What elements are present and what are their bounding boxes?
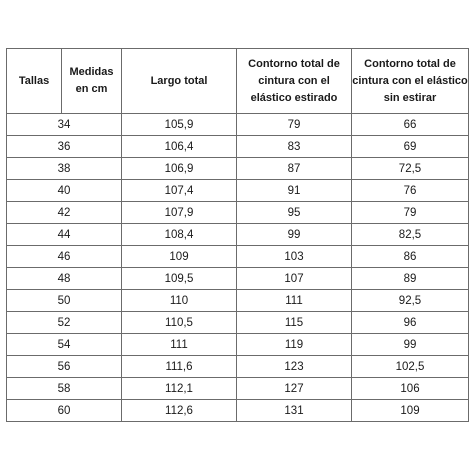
cell-cintura-estirado: 115 bbox=[237, 312, 352, 334]
cell-cintura-estirado: 95 bbox=[237, 202, 352, 224]
cell-largo-total: 112,6 bbox=[122, 400, 237, 422]
cell-cintura-sin-estirar: 102,5 bbox=[352, 356, 469, 378]
cell-talla: 48 bbox=[7, 268, 122, 290]
header-cintura-sin-estirar: Contorno total de cintura con el elástico sin estirar bbox=[352, 49, 469, 114]
cell-talla: 42 bbox=[7, 202, 122, 224]
cell-cintura-estirado: 127 bbox=[237, 378, 352, 400]
cell-largo-total: 110 bbox=[122, 290, 237, 312]
cell-talla: 50 bbox=[7, 290, 122, 312]
cell-cintura-sin-estirar: 99 bbox=[352, 334, 469, 356]
table-row bbox=[7, 268, 469, 290]
cell-largo-total: 106,9 bbox=[122, 158, 237, 180]
cell-largo-total: 107,9 bbox=[122, 202, 237, 224]
cell-talla: 44 bbox=[7, 224, 122, 246]
cell-largo-total: 107,4 bbox=[122, 180, 237, 202]
cell-talla: 56 bbox=[7, 356, 122, 378]
cell-cintura-sin-estirar: 109 bbox=[352, 400, 469, 422]
table-row bbox=[7, 246, 469, 268]
cell-cintura-estirado: 123 bbox=[237, 356, 352, 378]
cell-cintura-sin-estirar: 76 bbox=[352, 180, 469, 202]
cell-largo-total: 109 bbox=[122, 246, 237, 268]
cell-cintura-sin-estirar: 92,5 bbox=[352, 290, 469, 312]
cell-cintura-estirado: 99 bbox=[237, 224, 352, 246]
table-row bbox=[7, 312, 469, 334]
table-row bbox=[7, 378, 469, 400]
size-chart-table bbox=[6, 48, 469, 422]
cell-talla: 36 bbox=[7, 136, 122, 158]
cell-largo-total: 111,6 bbox=[122, 356, 237, 378]
cell-cintura-estirado: 119 bbox=[237, 334, 352, 356]
table-row bbox=[7, 114, 469, 136]
header-medidas: Medidas en cm bbox=[62, 49, 122, 114]
cell-cintura-estirado: 103 bbox=[237, 246, 352, 268]
cell-cintura-estirado: 83 bbox=[237, 136, 352, 158]
cell-talla: 60 bbox=[7, 400, 122, 422]
cell-cintura-estirado: 91 bbox=[237, 180, 352, 202]
table-row bbox=[7, 356, 469, 378]
cell-cintura-sin-estirar: 79 bbox=[352, 202, 469, 224]
cell-cintura-sin-estirar: 86 bbox=[352, 246, 469, 268]
cell-largo-total: 109,5 bbox=[122, 268, 237, 290]
table-row bbox=[7, 202, 469, 224]
cell-cintura-sin-estirar: 66 bbox=[352, 114, 469, 136]
cell-cintura-sin-estirar: 89 bbox=[352, 268, 469, 290]
cell-talla: 52 bbox=[7, 312, 122, 334]
header-largo-total: Largo total bbox=[122, 49, 237, 114]
table-body bbox=[7, 114, 469, 422]
cell-largo-total: 112,1 bbox=[122, 378, 237, 400]
cell-talla: 46 bbox=[7, 246, 122, 268]
cell-cintura-sin-estirar: 72,5 bbox=[352, 158, 469, 180]
table-row bbox=[7, 290, 469, 312]
header-row bbox=[7, 49, 469, 114]
cell-cintura-estirado: 87 bbox=[237, 158, 352, 180]
header-tallas: Tallas bbox=[7, 49, 62, 114]
cell-largo-total: 108,4 bbox=[122, 224, 237, 246]
cell-cintura-estirado: 131 bbox=[237, 400, 352, 422]
cell-cintura-estirado: 111 bbox=[237, 290, 352, 312]
cell-cintura-sin-estirar: 96 bbox=[352, 312, 469, 334]
table-row bbox=[7, 136, 469, 158]
table-row bbox=[7, 158, 469, 180]
header-cintura-estirado: Contorno total de cintura con el elástico estirado bbox=[237, 49, 352, 114]
cell-talla: 34 bbox=[7, 114, 122, 136]
table-row bbox=[7, 224, 469, 246]
cell-cintura-sin-estirar: 69 bbox=[352, 136, 469, 158]
cell-cintura-sin-estirar: 106 bbox=[352, 378, 469, 400]
cell-cintura-estirado: 79 bbox=[237, 114, 352, 136]
cell-talla: 40 bbox=[7, 180, 122, 202]
cell-largo-total: 111 bbox=[122, 334, 237, 356]
cell-cintura-estirado: 107 bbox=[237, 268, 352, 290]
cell-cintura-sin-estirar: 82,5 bbox=[352, 224, 469, 246]
cell-talla: 54 bbox=[7, 334, 122, 356]
table-row bbox=[7, 180, 469, 202]
cell-largo-total: 110,5 bbox=[122, 312, 237, 334]
cell-talla: 38 bbox=[7, 158, 122, 180]
table-row bbox=[7, 334, 469, 356]
cell-largo-total: 105,9 bbox=[122, 114, 237, 136]
cell-largo-total: 106,4 bbox=[122, 136, 237, 158]
cell-talla: 58 bbox=[7, 378, 122, 400]
table-row bbox=[7, 400, 469, 422]
